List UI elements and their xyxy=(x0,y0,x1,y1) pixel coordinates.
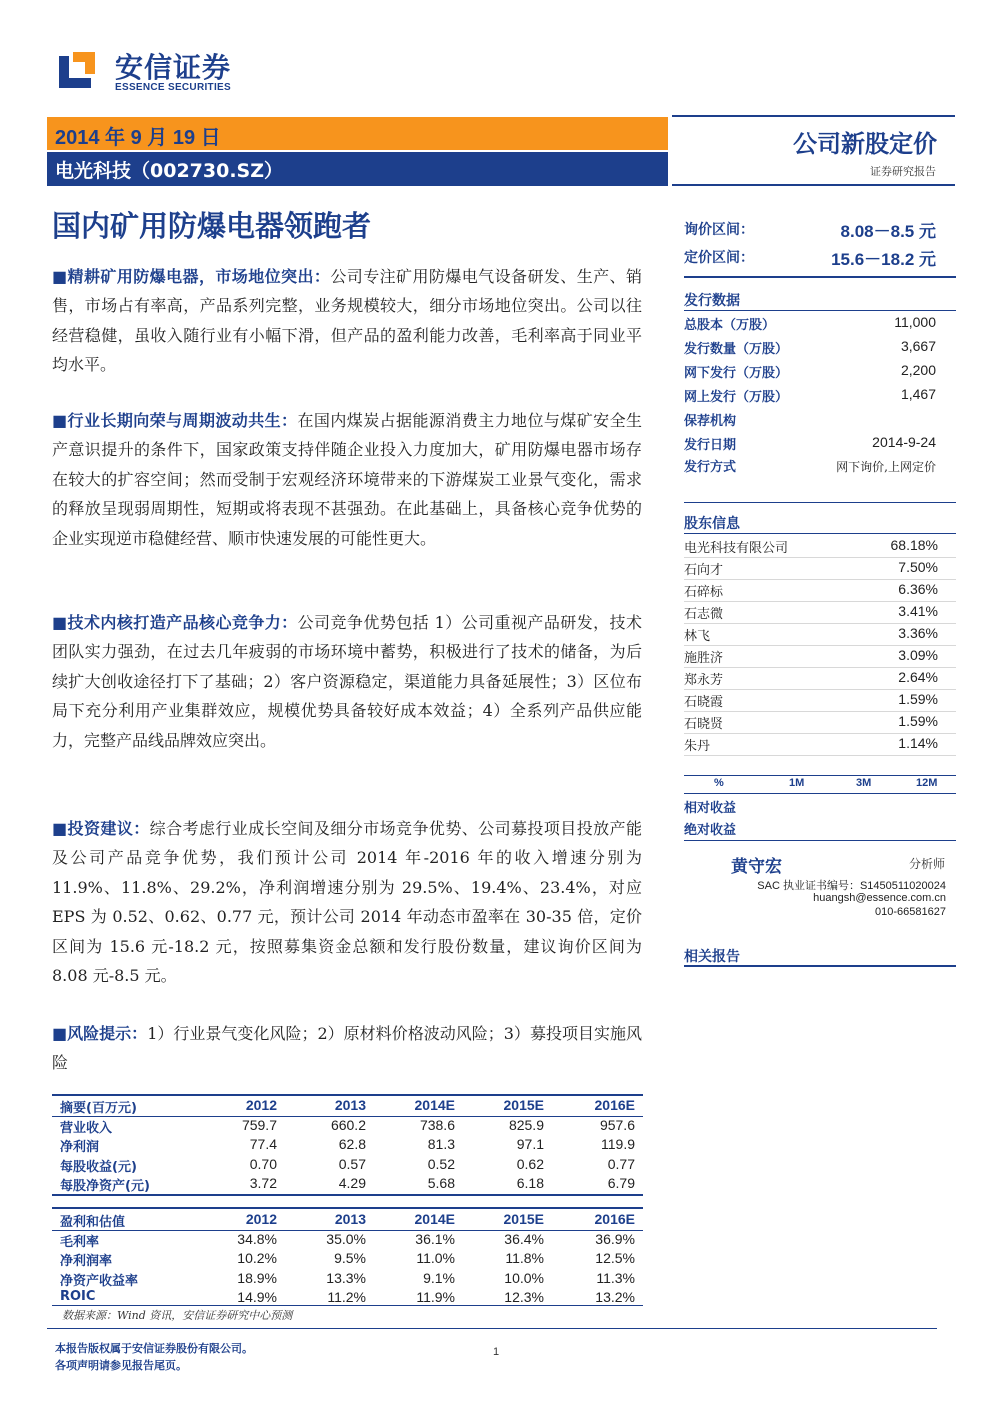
row-divider xyxy=(684,711,956,712)
table-cell: 14.9% xyxy=(237,1289,277,1305)
table-header-cell: 2012 xyxy=(245,1097,277,1113)
perf-col-1m: 1M xyxy=(789,777,805,789)
paragraph-text: 公司专注矿用防爆电气设备研发、生产、销售，市场占有率高，产品系列完整，业务规模较大，细分市场地位突出。公司以往经营稳健，虽收入随行业有小幅下滑，但产品的盈利能力改善，毛利率高于同业平均水平。 xyxy=(52,267,642,375)
issue-key: 发行日期 xyxy=(684,438,737,453)
table-row xyxy=(52,1231,643,1251)
shareholder-name: 石晓贤 xyxy=(684,717,724,732)
shareholder-row xyxy=(684,691,938,713)
table-cell: 759.7 xyxy=(241,1116,277,1133)
analyst-phone: 010-66581627 xyxy=(875,906,946,918)
row-label: 净利润率 xyxy=(60,1254,113,1269)
table-header-cell: 2014E xyxy=(414,1211,455,1227)
perf-col-12m: 12M xyxy=(916,777,938,789)
row-divider xyxy=(684,557,956,558)
table-cell: 36.1% xyxy=(415,1230,455,1247)
row-label: ROIC xyxy=(60,1289,96,1304)
footer-rule xyxy=(47,1328,937,1329)
table-row xyxy=(52,1156,643,1176)
table-header-cell: 2012 xyxy=(245,1211,277,1227)
issue-key: 保荐机构 xyxy=(684,414,737,429)
analyst-email[interactable]: huangsh@essence.com.cn xyxy=(813,892,946,904)
table-cell: 18.9% xyxy=(237,1269,277,1286)
company-logo xyxy=(55,40,255,100)
table-cell: 660.2 xyxy=(330,1116,366,1133)
table-top-rule xyxy=(52,1094,643,1096)
footer-copyright: 本报告版权属于安信证券股份有限公司。 xyxy=(55,1342,253,1355)
valuation-table xyxy=(52,1211,643,1309)
right-rule xyxy=(672,184,955,186)
issue-row xyxy=(684,410,936,432)
issue-key: 网上发行（万股） xyxy=(684,390,789,405)
table-cell: 11.0% xyxy=(416,1250,455,1266)
table-cell: 77.4 xyxy=(249,1136,277,1152)
issue-row xyxy=(684,456,936,500)
table-bottom-rule xyxy=(52,1305,643,1306)
pricing-label: 定价区间： xyxy=(684,250,754,266)
table-header-label: 盈利和估值 xyxy=(60,1215,126,1230)
paragraph-lead: ■投资建议： xyxy=(52,819,150,838)
table-cell: 738.6 xyxy=(419,1116,455,1133)
shareholders-title: 股东信息 xyxy=(684,516,740,532)
table-row xyxy=(52,1136,643,1156)
table-cell: 119.9 xyxy=(601,1136,635,1152)
shareholder-row xyxy=(684,713,938,735)
table-cell: 4.29 xyxy=(338,1175,366,1191)
shareholder-row xyxy=(684,603,938,625)
table-cell: 9.1% xyxy=(423,1269,455,1286)
paragraph-lead: ■精耕矿用防爆电器，市场地位突出： xyxy=(52,267,331,286)
right-top-rule xyxy=(672,115,955,117)
table-cell: 13.2% xyxy=(595,1289,635,1305)
shareholder-pct: 6.36% xyxy=(898,581,938,597)
table-header-cell: 2016E xyxy=(594,1211,635,1227)
row-label: 每股收益(元) xyxy=(60,1159,137,1175)
table-cell: 12.5% xyxy=(595,1250,635,1266)
table-cell: 9.5% xyxy=(334,1250,366,1266)
paragraph-text: 公司竞争优势包括 1）公司重视产品研发，技术团队实力强劲，在过去几年疲弱的市场环境中蓄势，积极进行了技术的储备，为后续扩大创收途径打下了基础；2）客户资源稳定，渠道能力具备延展性；3）区位布局下充分利用产业集群效应，规模优势具备较好成本效益；4）全系列产品供应能力，完整产品线品牌效应突出。 xyxy=(52,613,642,750)
shareholder-row xyxy=(684,581,938,603)
issue-key: 发行数量（万股） xyxy=(684,342,789,357)
table-cell: 12.3% xyxy=(504,1289,544,1305)
paragraph-3 xyxy=(52,608,642,755)
paragraph-lead: ■技术内核打造产品核心竞争力： xyxy=(52,613,298,632)
table-cell: 34.8% xyxy=(237,1230,277,1247)
section-rule xyxy=(684,793,956,794)
row-label: 毛利率 xyxy=(60,1234,100,1250)
shareholder-pct: 3.41% xyxy=(898,603,938,619)
table-cell: 11.3% xyxy=(596,1269,635,1286)
table-header-row xyxy=(52,1211,643,1231)
table-row xyxy=(52,1175,643,1195)
shareholder-row xyxy=(684,735,938,757)
section-rule xyxy=(684,502,956,503)
row-divider xyxy=(684,623,956,624)
inquiry-price-row xyxy=(684,217,936,239)
shareholder-row xyxy=(684,647,938,669)
table-cell: 13.3% xyxy=(326,1269,366,1286)
table-cell: 3.72 xyxy=(249,1175,277,1191)
table-row xyxy=(52,1250,643,1270)
row-label: 营业收入 xyxy=(60,1120,113,1136)
table-cell: 35.0% xyxy=(326,1230,366,1247)
table-header-cell: 2016E xyxy=(594,1097,635,1113)
shareholder-name: 石向才 xyxy=(684,563,724,578)
shareholder-pct: 2.64% xyxy=(898,669,938,685)
shareholder-name: 朱丹 xyxy=(684,739,711,754)
table-row xyxy=(52,1117,643,1137)
table-header-rule xyxy=(52,1230,643,1231)
row-divider xyxy=(684,667,956,668)
table-header-cell: 2013 xyxy=(334,1211,366,1227)
section-rule xyxy=(684,533,956,534)
row-divider xyxy=(684,645,956,646)
paragraph-4 xyxy=(52,814,642,990)
table-cell: 36.9% xyxy=(595,1230,635,1247)
table-cell: 0.62 xyxy=(516,1155,544,1172)
paragraph-2 xyxy=(52,406,642,553)
issue-value: 2,200 xyxy=(900,362,936,378)
issue-key: 网下发行（万股） xyxy=(684,366,789,381)
issue-row xyxy=(684,338,936,360)
issue-key: 发行方式 xyxy=(684,460,737,475)
shareholder-pct: 68.18% xyxy=(890,537,938,553)
table-cell: 97.1 xyxy=(516,1136,544,1152)
table-cell: 0.77 xyxy=(607,1155,635,1172)
section-rule xyxy=(684,775,956,776)
table-header-cell: 2014E xyxy=(414,1097,455,1113)
shareholder-name: 石晓霞 xyxy=(684,695,724,710)
section-rule xyxy=(684,310,956,311)
table-cell: 11.2% xyxy=(327,1289,366,1305)
row-divider xyxy=(684,755,956,756)
shareholder-row xyxy=(684,625,938,647)
issue-key: 总股本（万股） xyxy=(684,318,776,333)
shareholder-pct: 1.59% xyxy=(898,713,938,729)
report-type: 公司新股定价 xyxy=(793,129,937,158)
analyst-role: 分析师 xyxy=(908,857,945,871)
shareholder-name: 郑永芳 xyxy=(684,673,724,688)
section-rule xyxy=(684,840,956,841)
inquiry-label: 询价区间： xyxy=(684,222,754,238)
analyst-cert: SAC 执业证书编号：S1450511020024 xyxy=(757,880,946,892)
issue-data-title: 发行数据 xyxy=(684,293,740,309)
issue-row xyxy=(684,434,936,456)
paragraph-text: 在国内煤炭占据能源消费主力地位与煤矿安全生产意识提升的条件下，国家政策支持伴随企业投入力度加大，矿用防爆电器市场存在较大的扩容空间；然而受制于宏观经济环境带来的下游煤炭工业景气变化，需求的释放呈现弱周期性，短期或将表现不甚强劲。在此基础上，具备核心竞争优势的企业实现逆市稳健经营、顺市快速发展的可能性更大。 xyxy=(52,411,642,548)
paragraph-text: 1）行业景气变化风险；2）原材料价格波动风险；3）募投项目实施风险 xyxy=(52,1024,642,1073)
table-top-rule xyxy=(52,1207,643,1209)
issue-row xyxy=(684,386,936,408)
table-cell: 10.0% xyxy=(504,1269,544,1286)
summary-table xyxy=(52,1097,643,1195)
row-label: 每股净资产(元) xyxy=(60,1179,150,1194)
table-cell: 0.52 xyxy=(427,1155,455,1172)
table-cell: 62.8 xyxy=(338,1136,366,1152)
shareholder-name: 石碎标 xyxy=(684,585,724,600)
headline: 国内矿用防爆电器领跑者 xyxy=(52,209,372,243)
paragraph-text: 综合考虑行业成长空间及细分市场竞争优势、公司募投项目投放产能及公司产品竞争优势，我们预计公司 2014 年-2016 年的收入增速分别为 11.9%、11.8%、29.2%，净利润增速分别为 29.5%、19.4%、23.4%，对应 EPS 为 0.52、0.62、0.77 元，预计公司 2014 年动态市盈率在 30-35 倍，定价区间为 15.6 元-18.2 元，按照募集资金总额和发行股份数量，建议询价区间为 8.08 元-8.5 元。 xyxy=(52,819,642,986)
shareholder-name: 林飞 xyxy=(684,629,711,644)
perf-col-3m: 3M xyxy=(856,777,872,789)
shareholder-name: 施胜济 xyxy=(684,651,724,666)
table-cell: 11.9% xyxy=(416,1289,455,1305)
table-header-row xyxy=(52,1097,643,1117)
shareholder-name: 石志微 xyxy=(684,607,724,622)
shareholder-pct: 1.59% xyxy=(898,691,938,707)
paragraph-5 xyxy=(52,1019,642,1078)
issue-value: 2014-9-24 xyxy=(872,434,936,450)
table-cell: 957.6 xyxy=(599,1116,635,1133)
section-rule xyxy=(684,965,956,967)
table-header-label: 摘要(百万元) xyxy=(60,1101,137,1116)
paragraph-1 xyxy=(52,262,642,380)
table-header-cell: 2015E xyxy=(503,1211,544,1227)
shareholder-pct: 3.09% xyxy=(898,647,938,663)
shareholder-pct: 7.50% xyxy=(898,559,938,575)
table-bottom-rule xyxy=(52,1194,643,1196)
paragraph-lead: ■行业长期向荣与周期波动共生： xyxy=(52,411,298,430)
report-subtitle: 证券研究报告 xyxy=(870,165,936,178)
shareholder-name: 电光科技有限公司 xyxy=(684,541,789,556)
table-cell: 5.68 xyxy=(427,1175,455,1191)
table-cell: 11.8% xyxy=(505,1250,544,1266)
issue-value: 网下询价,上网定价 xyxy=(836,460,936,474)
row-label: 净利润 xyxy=(60,1140,100,1155)
paragraph-lead: ■风险提示： xyxy=(52,1024,148,1043)
data-source-note: 数据来源：Wind 资讯，安信证券研究中心预测 xyxy=(62,1309,293,1322)
table-cell: 6.79 xyxy=(607,1175,635,1191)
issue-row xyxy=(684,362,936,384)
table-header-cell: 2015E xyxy=(503,1097,544,1113)
row-label: 净资产收益率 xyxy=(60,1273,139,1289)
row-divider xyxy=(684,689,956,690)
table-header-rule xyxy=(52,1116,643,1117)
analyst-name: 黄守宏 xyxy=(731,857,782,877)
page-number: 1 xyxy=(493,1346,500,1358)
row-divider xyxy=(684,733,956,734)
shareholder-pct: 3.36% xyxy=(898,625,938,641)
perf-col-pct: % xyxy=(714,777,724,789)
table-cell: 36.4% xyxy=(504,1230,544,1247)
logo-name-en: ESSENCE SECURITIES xyxy=(115,82,231,93)
table-header-cell: 2013 xyxy=(334,1097,366,1113)
table-cell: 6.18 xyxy=(516,1175,544,1191)
shareholder-pct: 1.14% xyxy=(898,735,938,751)
logo-name-cn: 安信证券 xyxy=(115,51,232,84)
table-cell: 825.9 xyxy=(508,1116,544,1133)
row-divider xyxy=(684,579,956,580)
row-divider xyxy=(684,601,956,602)
section-rule xyxy=(684,276,956,278)
shareholder-row xyxy=(684,537,938,559)
logo-mark-icon xyxy=(55,48,99,92)
issue-row xyxy=(684,314,936,336)
report-date: 2014 年 9 月 19 日 xyxy=(55,127,221,149)
table-cell: 0.70 xyxy=(249,1155,277,1172)
perf-relative: 相对收益 xyxy=(684,801,737,816)
shareholder-row xyxy=(684,669,938,691)
table-row xyxy=(52,1270,643,1290)
stock-name: 电光科技（002730.SZ） xyxy=(55,160,284,182)
table-cell: 0.57 xyxy=(338,1155,366,1172)
perf-absolute: 绝对收益 xyxy=(684,823,737,838)
shareholder-row xyxy=(684,559,938,581)
issue-value: 1,467 xyxy=(900,386,936,402)
pricing-value: 15.6－18.2 元 xyxy=(831,250,936,269)
issue-value: 11,000 xyxy=(894,314,936,330)
table-cell: 81.3 xyxy=(427,1136,455,1152)
issue-value: 3,667 xyxy=(900,338,936,354)
inquiry-value: 8.08－8.5 元 xyxy=(840,222,936,241)
footer-disclaimer: 各项声明请参见报告尾页。 xyxy=(55,1359,187,1372)
table-cell: 10.2% xyxy=(237,1250,277,1266)
pricing-range-row xyxy=(684,245,936,267)
related-reports-title: 相关报告 xyxy=(684,949,740,965)
